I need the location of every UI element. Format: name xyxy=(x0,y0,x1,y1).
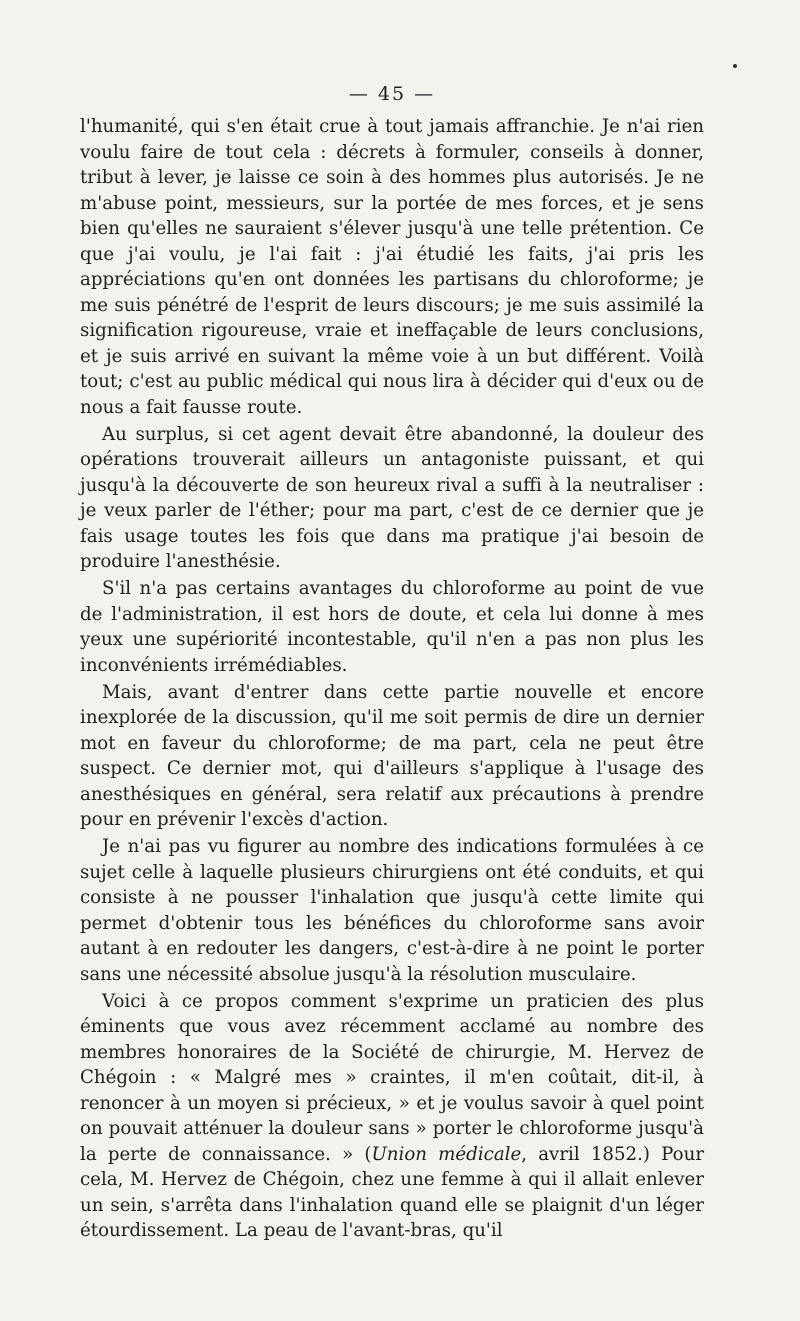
paragraph-3: S'il n'a pas certains avantages du chloroforme au point de vue de l'administration, il est hors de doute, et cela lui donne à mes yeux une supériorité incontestable, qu'il n'en a pas non plus les inconvénients irrémédiables. xyxy=(80,578,704,676)
journal-title: Union médicale xyxy=(371,1143,522,1165)
ink-speck xyxy=(733,64,737,68)
paragraph-1: l'humanité, qui s'en était crue à tout jamais affranchie. Je n'ai rien voulu faire de tout cela : décrets à formuler, conseils à donner, tribut à lever, je laisse ce soin à des hommes plus autorisés. Je ne m'abuse point, messieurs, sur la portée de mes forces, et je sens bien qu'elles ne sauraient s'élever jusqu'à une telle prétention. Ce que j'ai voulu, je l'ai fait : j'ai étudié les faits, j'ai pris les appréciations qu'en ont données les partisans du chloroforme; je me suis pénétré de l'esprit de leurs discours; je me suis assimilé la signification rigoureuse, vraie et ineffaçable de leurs conclusions, et je suis arrivé en suivant la même voie à un but différent. Voilà tout; c'est au public médical qui nous lira à décider qui d'eux ou de nous a fait fausse route. xyxy=(80,116,704,418)
paragraph-6-text-before: Voici à ce propos comment s'exprime un praticien des plus éminents que vous avez récemment acclamé au nombre des membres honoraires de la Société de chirurgie, M. Hervez de Chégoin : « Malgré mes » craintes, il m'en coûtait, dit-il, à renoncer à un moyen si précieux, » et je voulus savoir à quel point on pouvait atténuer la douleur sans » porter le chloroforme jusqu'à la perte de connaissance. » ( xyxy=(80,990,704,1165)
paragraph-4: Mais, avant d'entrer dans cette partie nouvelle et encore inexplorée de la discussion, qu'il me soit permis de dire un dernier mot en faveur du chloroforme; de ma part, cela ne peut être suspect. Ce dernier mot, qui d'ailleurs s'applique à l'usage des anesthésiques en général, sera relatif aux précautions à prendre pour en prévenir l'excès d'action. xyxy=(80,681,704,830)
paragraph-2: Au surplus, si cet agent devait être abandonné, la douleur des opérations trouverait ailleurs un antagoniste puissant, et qui jusqu'à la découverte de son heureux rival a suffi à la neutraliser : je veux parler de l'éther; pour ma part, c'est de ce dernier que je fais usage toutes les fois que dans ma pratique j'ai besoin de produire l'anesthésie. xyxy=(80,423,704,572)
paragraph-5: Je n'ai pas vu figurer au nombre des indications formulées à ce sujet celle à laquelle plusieurs chirurgiens ont été conduits, et qui consiste à ne pousser l'inhalation que jusqu'à cette limite qui permet d'obtenir tous les bénéfices du chloroforme sans avoir autant à en redouter les dangers, c'est-à-dire à ne point le porter sans une nécessité absolue jusqu'à la résolution musculaire. xyxy=(80,836,704,985)
page-number: — 45 — xyxy=(348,83,436,105)
paragraph-6-text-after: , avril 1852.) Pour cela, M. Hervez de Chégoin, chez une femme à qui il allait enlever un sein, s'arrêta dans l'inhalation quand elle se plaignit d'un léger étourdissement. La peau de l'avant-bras, qu'il xyxy=(80,1143,705,1241)
body-text xyxy=(80,114,704,1244)
paragraph-6 xyxy=(80,989,704,1244)
